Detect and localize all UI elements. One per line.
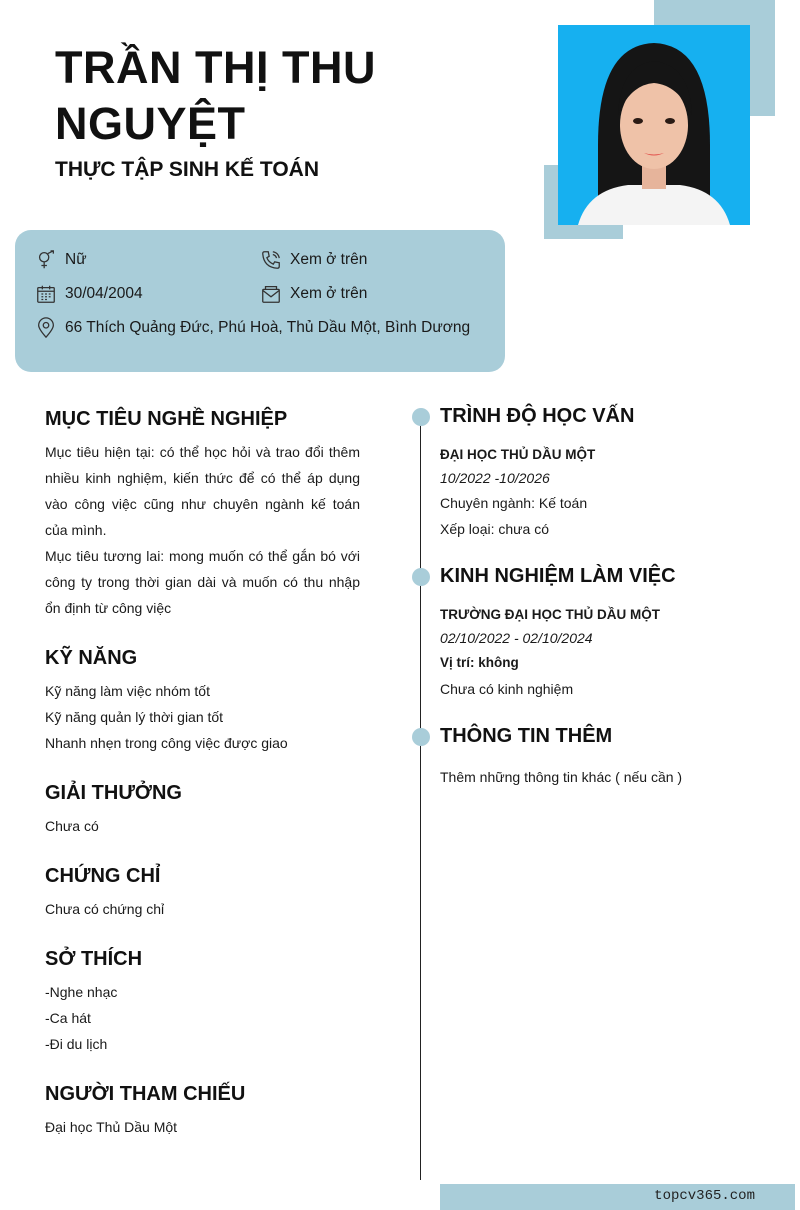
references-title: NGƯỜI THAM CHIẾU	[45, 1083, 246, 1105]
gender-text: Nữ	[65, 251, 87, 268]
awards-title: GIẢI THƯỞNG	[45, 782, 182, 804]
contact-email	[260, 283, 367, 305]
timeline-dot	[412, 728, 430, 746]
email-text: Xem ở trên	[290, 285, 368, 302]
job-title: THỰC TẬP SINH KẾ TOÁN	[55, 158, 319, 181]
candidate-name-line2: NGUYỆT	[55, 98, 246, 149]
objective-title: MỤC TIÊU NGHỀ NGHIỆP	[45, 408, 288, 430]
hobby-item: -Đi du lịch	[45, 1036, 108, 1052]
contact-birthday	[35, 283, 143, 305]
candidate-name	[55, 40, 475, 152]
experience-company: TRƯỜNG ĐẠI HỌC THỦ DẦU MỘT	[440, 607, 660, 622]
birthday-text: 30/04/2004	[65, 285, 143, 302]
hobby-item: -Nghe nhạc	[45, 984, 118, 1000]
hobby-item: -Ca hát	[45, 1010, 91, 1026]
education-major: Chuyên ngành: Kế toán	[440, 495, 588, 511]
timeline-dot	[412, 408, 430, 426]
education-title: TRÌNH ĐỘ HỌC VẤN	[440, 405, 635, 427]
experience-description: Chưa có kinh nghiệm	[440, 681, 574, 697]
timeline-dot	[412, 568, 430, 586]
certificates-title: CHỨNG CHỈ	[45, 865, 161, 887]
objective-current: Mục tiêu hiện tại: có thể học hỏi và trao đổi thêm nhiều kinh nghiệm, kiến thức để có thể áp dụng vào công việc cũng như chuyên ngành kế toán của mình.	[45, 444, 360, 538]
awards-text: Chưa có	[45, 818, 99, 834]
contact-box	[15, 230, 505, 372]
contact-address	[35, 317, 470, 339]
phone-icon	[260, 249, 282, 271]
footer-bar	[440, 1184, 795, 1210]
contact-phone	[260, 249, 367, 271]
experience-period: 02/10/2022 - 02/10/2024	[440, 630, 593, 646]
contact-gender	[35, 249, 87, 271]
phone-text: Xem ở trên	[290, 251, 368, 268]
profile-photo	[558, 25, 750, 225]
timeline-line	[420, 412, 421, 1180]
additional-text: Thêm những thông tin khác ( nếu cần )	[440, 769, 683, 785]
skills-title: KỸ NĂNG	[45, 647, 138, 669]
skill-item: Kỹ năng làm việc nhóm tốt	[45, 683, 210, 699]
education-period: 10/2022 -10/2026	[440, 470, 550, 486]
education-school: ĐẠI HỌC THỦ DẦU MỘT	[440, 447, 596, 462]
footer-site-text: topcv365.com	[654, 1188, 755, 1204]
skill-item: Kỹ năng quản lý thời gian tốt	[45, 709, 224, 725]
address-text: 66 Thích Quảng Đức, Phú Hoà, Thủ Dầu Một, Bình Dương	[65, 319, 471, 336]
education-rank: Xếp loại: chưa có	[440, 521, 549, 537]
skill-item: Nhanh nhẹn trong công việc được giao	[45, 735, 288, 751]
references-text: Đại học Thủ Dầu Một	[45, 1119, 178, 1135]
certificates-text: Chưa có chứng chỉ	[45, 901, 165, 917]
mail-icon	[260, 283, 282, 305]
location-pin-icon	[35, 317, 57, 339]
objective-future: Mục tiêu tương lai: mong muốn có thể gắn bó với công ty trong thời gian dài và muốn có thu nhập ổn định từ công việc	[45, 548, 360, 616]
experience-title: KINH NGHIỆM LÀM VIỆC	[440, 565, 676, 587]
candidate-name-line1: TRẦN THỊ THU	[55, 42, 376, 93]
gender-icon	[35, 249, 57, 271]
calendar-icon	[35, 283, 57, 305]
experience-position: Vị trí: không	[440, 655, 519, 670]
hobbies-title: SỞ THÍCH	[45, 948, 143, 970]
additional-title: THÔNG TIN THÊM	[440, 725, 613, 747]
